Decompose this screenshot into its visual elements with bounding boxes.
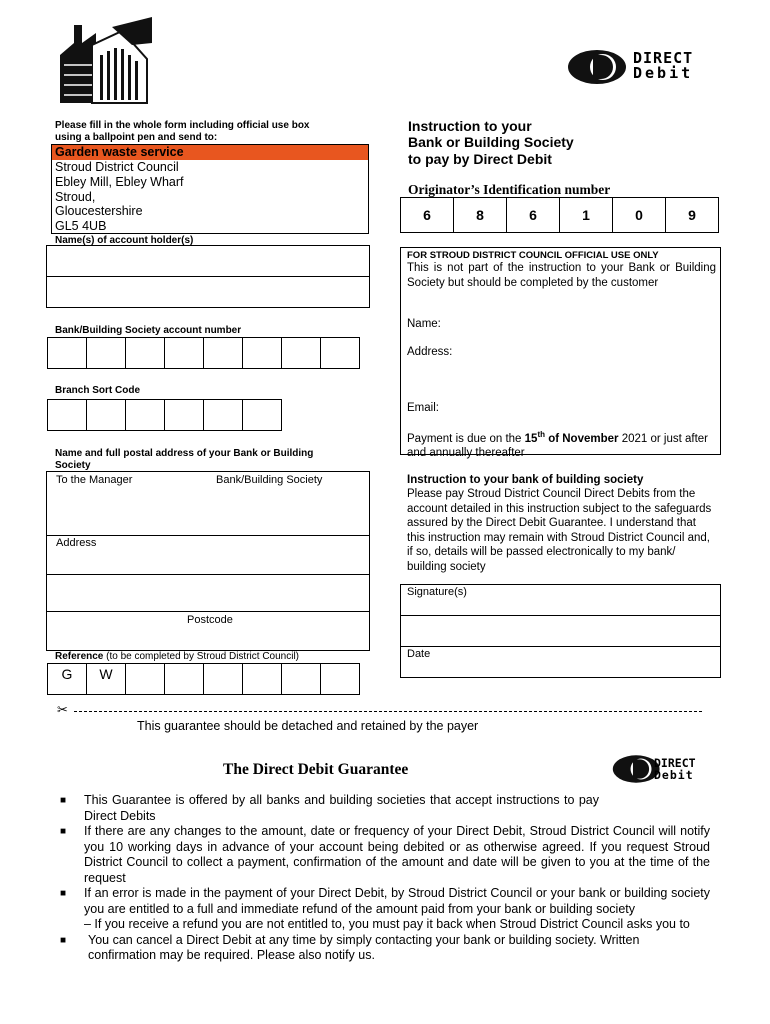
direct-debit-logo-bottom xyxy=(612,752,712,786)
guarantee-bullet xyxy=(60,793,599,824)
account-holders-label: Name(s) of account holder(s) xyxy=(55,235,194,246)
originator-id-row xyxy=(400,197,719,233)
detach-dashed-line xyxy=(74,711,702,712)
address-line-2: Ebley Mill, Ebley Wharf xyxy=(55,175,184,189)
sort-code-cell[interactable] xyxy=(125,399,165,431)
guarantee-bullet xyxy=(60,824,710,886)
originator-digit: 0 xyxy=(612,197,666,233)
signature-label: Signature(s) xyxy=(407,586,467,598)
detach-text: This guarantee should be detached and retained by the payer xyxy=(137,719,479,733)
payment-month: of November xyxy=(545,432,619,445)
account-number-cell[interactable] xyxy=(86,337,126,369)
bullet-icon: ■ xyxy=(60,826,67,837)
sort-code-cells xyxy=(47,399,282,431)
form-title-line1: Instruction to your xyxy=(408,118,532,134)
postcode-label: Postcode xyxy=(187,614,233,626)
bullet-icon: ■ xyxy=(60,888,67,899)
bank-building-society-label: Bank/Building Society xyxy=(216,474,323,486)
originator-digit: 9 xyxy=(665,197,719,233)
originator-digit: 1 xyxy=(559,197,613,233)
guarantee-bullet xyxy=(60,886,710,933)
bullet-icon: ■ xyxy=(60,934,67,946)
signature-box[interactable] xyxy=(400,584,721,616)
form-title-line2: Bank or Building Society xyxy=(408,134,574,150)
reference-cell xyxy=(203,663,243,695)
account-holder-field-2[interactable] xyxy=(46,276,370,308)
account-number-label: Bank/Building Society account number xyxy=(55,325,242,336)
payment-post: 2021 or just after and annually thereafter xyxy=(407,432,708,460)
address-line-3: Stroud, xyxy=(55,190,96,204)
account-number-cell[interactable] xyxy=(242,337,282,369)
guarantee-bullet-text: You can cancel a Direct Debit at any time by simply contacting your bank or building society. Written confirmation may be required. Please also notify us. xyxy=(88,932,640,962)
sort-code-cell[interactable] xyxy=(86,399,126,431)
account-number-cell[interactable] xyxy=(47,337,87,369)
instruction-heading: Instruction to your bank of building society xyxy=(407,474,644,486)
date-label: Date xyxy=(407,648,431,660)
reference-label: Reference xyxy=(55,651,104,662)
official-name-label[interactable]: Name: xyxy=(407,318,441,330)
guarantee-bullets xyxy=(60,793,710,964)
scissors-icon: ✂ xyxy=(57,702,68,717)
reference-note: (to be completed by Stroud District Council) xyxy=(103,651,299,662)
reference-cell: G xyxy=(47,663,87,695)
bank-name-box[interactable] xyxy=(46,471,370,536)
bank-address-label-line2: Society xyxy=(55,460,91,471)
sort-code-label: Branch Sort Code xyxy=(55,385,141,396)
date-box[interactable] xyxy=(400,646,721,678)
reference-cell: W xyxy=(86,663,126,695)
guarantee-sub-bullet: – If you receive a refund you are not entitled to, you must pay it back when Stroud District Council asks you to xyxy=(84,917,690,931)
to-manager-label: To the Manager xyxy=(56,474,133,486)
originator-digit: 8 xyxy=(453,197,507,233)
sort-code-cell[interactable] xyxy=(164,399,204,431)
guarantee-bullet-text: This Guarantee is offered by all banks and building societies that accept instructions to pay Direct Debits xyxy=(84,793,599,823)
payment-due-text xyxy=(407,428,716,461)
originator-label: Originator’s Identification number xyxy=(408,182,611,197)
bank-address-label-line1: Name and full postal address of your Bank or Building xyxy=(55,448,314,459)
direct-debit-logo-top xyxy=(567,47,717,89)
guarantee-bullet xyxy=(60,933,710,964)
guarantee-bullet-text: If there are any changes to the amount, date or frequency of your Direct Debit, Stroud District Council will notify you 10 working days in advance of your account being debited or as otherwise agreed. If you request Stroud District Council to collect a payment, confirmation of the amount and date will be given to you at the time of the request xyxy=(84,824,710,885)
direct-debit-word2: Debit xyxy=(633,64,694,82)
address-line-5: GL5 4UB xyxy=(55,219,107,233)
reference-cell xyxy=(242,663,282,695)
guarantee-title: The Direct Debit Guarantee xyxy=(223,761,409,778)
address-title: Garden waste service xyxy=(52,145,368,160)
official-use-box xyxy=(400,247,721,460)
sort-code-cell[interactable] xyxy=(47,399,87,431)
reference-cell xyxy=(281,663,321,695)
direct-debit-icon xyxy=(567,49,629,85)
address-line-1: Stroud District Council xyxy=(55,160,179,174)
signature-box-2[interactable] xyxy=(400,615,721,647)
bank-address-box-1[interactable] xyxy=(46,535,370,575)
official-use-heading: FOR STROUD DISTRICT COUNCIL OFFICIAL USE ONLY xyxy=(407,250,659,261)
sort-code-cell[interactable] xyxy=(203,399,243,431)
account-number-cell[interactable] xyxy=(125,337,165,369)
direct-debit-word2-bottom: Debit xyxy=(654,768,694,782)
instruction-text: Please pay Stroud District Council Direct Debits from the account detailed in this instruction subject to the safeguards assured by the Direct Debit Guarantee. I understand that this instruction may remain with Stroud District Council and, if so, details will be passed electronically to my bank/ building society xyxy=(407,488,712,573)
account-number-cell[interactable] xyxy=(281,337,321,369)
originator-digit: 6 xyxy=(506,197,560,233)
council-logo xyxy=(52,15,156,105)
bullet-icon: ■ xyxy=(60,795,67,806)
sort-code-cell[interactable] xyxy=(242,399,282,431)
reference-cell xyxy=(320,663,360,695)
direct-debit-word1: DIRECT xyxy=(633,49,694,67)
account-number-cells xyxy=(47,337,360,369)
account-number-cell[interactable] xyxy=(320,337,360,369)
account-number-cell[interactable] xyxy=(164,337,204,369)
reference-cell xyxy=(125,663,165,695)
reference-cells xyxy=(47,663,360,695)
guarantee-bullet-text: If an error is made in the payment of your Direct Debit, by Stroud District Council or your bank or building society you are entitled to a full and immediate refund of the amount paid from your bank or building society xyxy=(84,886,710,916)
bank-address-box-2[interactable] xyxy=(46,574,370,612)
payment-pre: Payment is due on the xyxy=(407,432,525,445)
reference-cell xyxy=(164,663,204,695)
instruction-line1: Please fill in the whole form including official use box xyxy=(55,120,310,131)
bank-address-label: Address xyxy=(56,537,97,549)
account-number-cell[interactable] xyxy=(203,337,243,369)
direct-debit-word1-bottom: DIRECT xyxy=(654,756,696,770)
originator-digit: 6 xyxy=(400,197,454,233)
send-to-address-box xyxy=(51,144,369,234)
official-email-label[interactable]: Email: xyxy=(407,402,439,414)
official-address-label[interactable]: Address: xyxy=(407,346,453,358)
bank-postcode-box[interactable] xyxy=(46,611,370,651)
reference-label-row xyxy=(55,651,299,663)
payment-sup: th xyxy=(537,430,545,439)
instruction-line2: using a ballpoint pen and send to: xyxy=(55,132,218,143)
form-title-line3: to pay by Direct Debit xyxy=(408,151,552,167)
address-line-4: Gloucestershire xyxy=(55,204,143,218)
payment-day: 15 xyxy=(524,432,538,445)
account-holder-field-1[interactable] xyxy=(46,245,370,277)
official-use-text: This is not part of the instruction to your Bank or Building Society but should be completed by the customer xyxy=(407,262,716,289)
